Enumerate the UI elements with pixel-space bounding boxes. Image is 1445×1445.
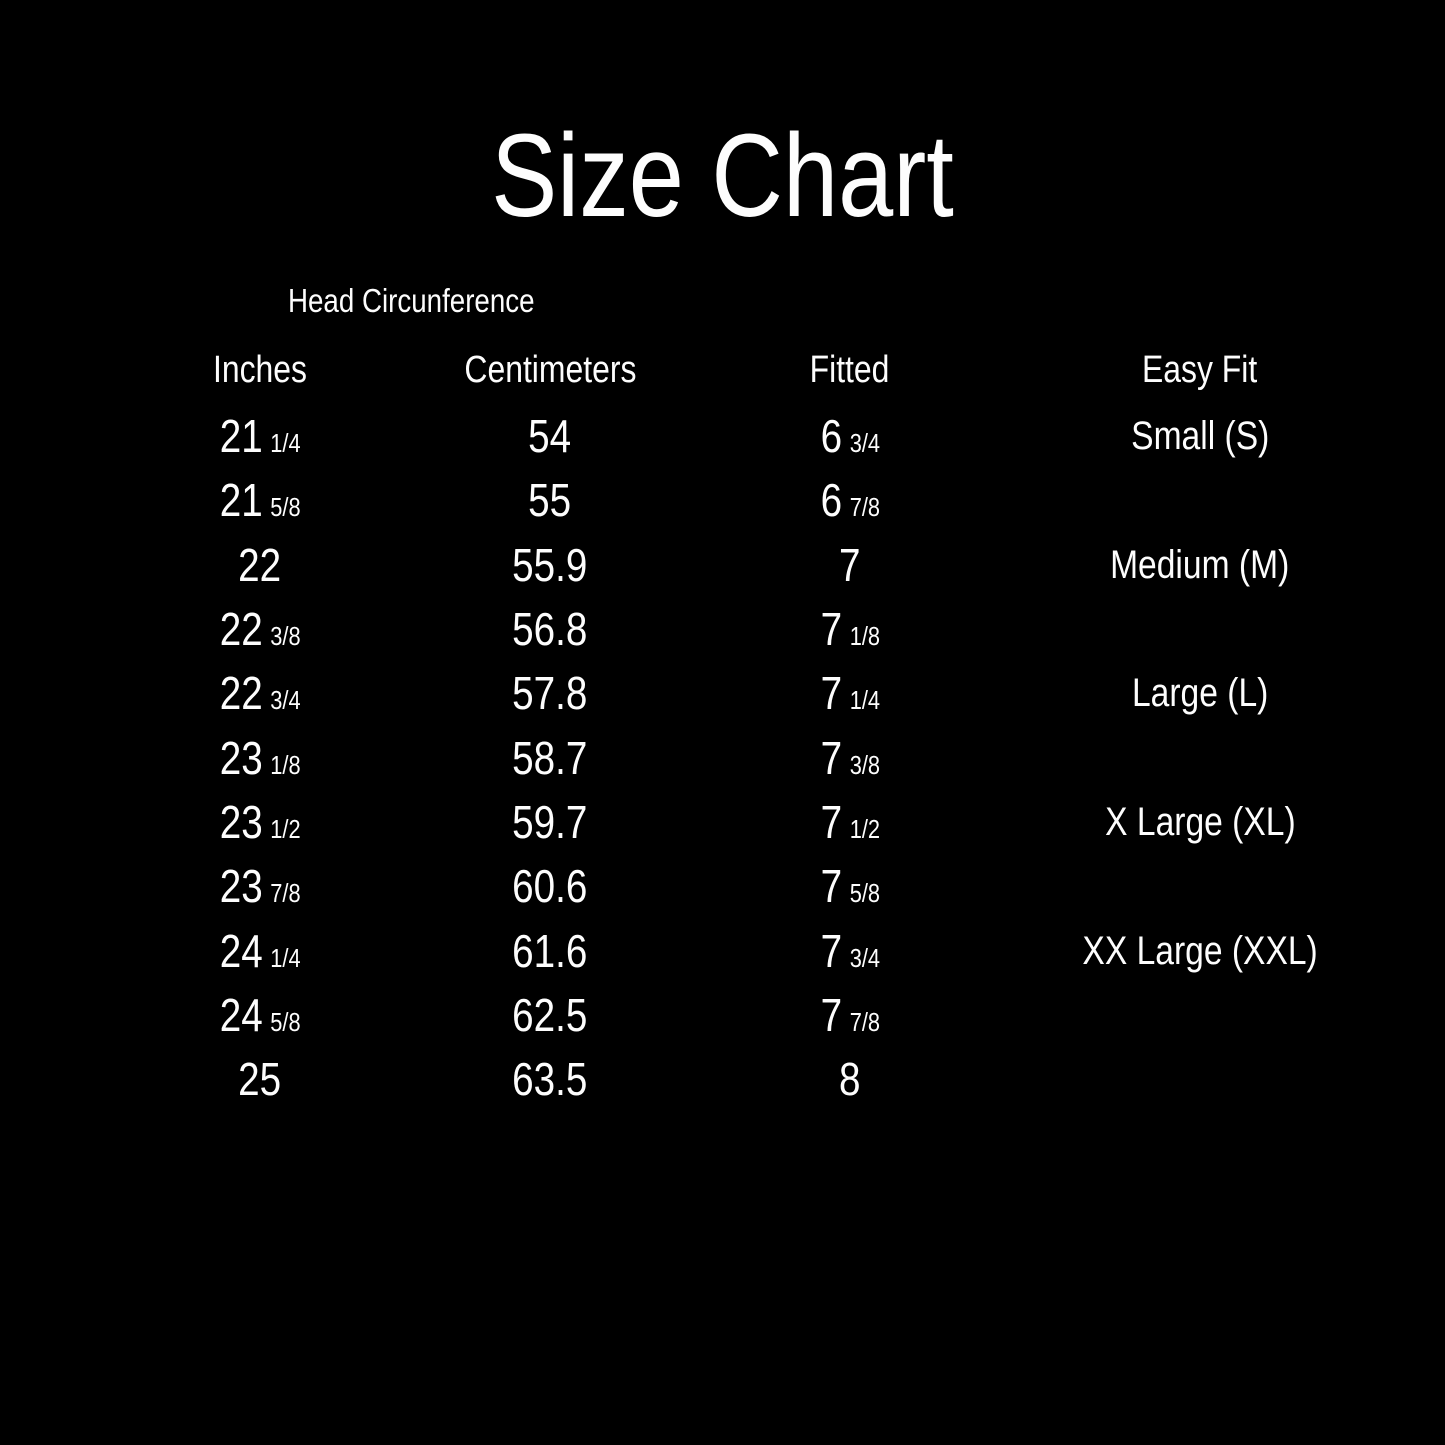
table-cell-inches <box>212 410 308 463</box>
easy-fit-value: Medium (M) <box>1110 542 1290 587</box>
centimeters-value: 60.6 <box>512 860 588 913</box>
page-title-text: Size Chart <box>491 110 954 242</box>
inches-fraction: 1/4 <box>270 942 301 973</box>
table-cell-easy-fit <box>1087 799 1314 844</box>
inches-value <box>219 924 301 977</box>
column-header-fitted <box>802 351 897 389</box>
table-cell-easy-fit <box>1118 414 1282 459</box>
column-header-fitted-label: Fitted <box>810 349 890 391</box>
table-cell-fitted <box>837 1053 863 1106</box>
table-cell-fitted <box>815 795 886 848</box>
table-cell-inches <box>212 731 308 784</box>
fitted-whole: 7 <box>820 731 842 784</box>
table-cell-centimeters <box>505 860 595 913</box>
centimeters-value: 57.8 <box>512 667 588 720</box>
fitted-value <box>820 667 880 720</box>
table-cell-centimeters <box>505 538 595 591</box>
table-cell-inches <box>212 795 308 848</box>
table-cell-easy-fit <box>1093 542 1306 587</box>
fitted-whole: 7 <box>820 603 842 656</box>
inches-fraction: 3/4 <box>270 685 301 716</box>
inches-value <box>219 731 301 784</box>
fitted-fraction: 7/8 <box>849 1006 880 1037</box>
fitted-value <box>820 410 880 463</box>
inches-value <box>238 538 282 591</box>
inches-fraction: 1/4 <box>270 428 301 459</box>
fitted-whole: 7 <box>820 924 842 977</box>
table-cell-inches <box>212 667 308 720</box>
table-cell-inches <box>234 1053 285 1106</box>
centimeters-value: 62.5 <box>512 988 588 1041</box>
subtitle-text: Head Circunference <box>288 282 535 319</box>
easy-fit-value: Small (S) <box>1130 414 1270 459</box>
table-cell-centimeters <box>524 474 575 527</box>
inches-value <box>219 474 301 527</box>
inches-value <box>219 603 301 656</box>
table-cell-centimeters <box>505 795 595 848</box>
fitted-whole: 7 <box>820 860 842 913</box>
fitted-value <box>820 924 880 977</box>
table-cell-centimeters <box>505 603 595 656</box>
table-cell-fitted <box>837 538 863 591</box>
inches-value <box>219 860 301 913</box>
column-header-inches-label: Inches <box>212 349 308 391</box>
table-cell-inches <box>212 603 308 656</box>
column-header-centimeters <box>448 351 653 389</box>
table-cell-centimeters <box>505 731 595 784</box>
fitted-fraction: 3/8 <box>849 749 880 780</box>
inches-fraction: 1/2 <box>270 813 301 844</box>
easy-fit-value: Large (L) <box>1131 671 1269 716</box>
easy-fit-value: XX Large (XXL) <box>1082 928 1318 973</box>
inches-whole: 23 <box>219 731 263 784</box>
table-cell-inches <box>212 924 308 977</box>
table-cell-centimeters <box>505 988 595 1041</box>
inches-fraction: 7/8 <box>270 878 301 909</box>
inches-whole: 24 <box>219 924 263 977</box>
table-cell-easy-fit <box>1060 928 1340 973</box>
table-cell-fitted <box>815 860 886 913</box>
fitted-whole: 8 <box>839 1053 861 1106</box>
column-header-easy-fit-label: Easy Fit <box>1142 349 1258 391</box>
inches-whole: 24 <box>219 988 263 1041</box>
table-cell-fitted <box>815 474 886 527</box>
column-header-inches <box>204 351 316 389</box>
fitted-whole: 7 <box>820 795 842 848</box>
table-cell-inches <box>234 538 285 591</box>
fitted-value <box>839 538 861 591</box>
table-cell-centimeters <box>524 410 575 463</box>
centimeters-value: 63.5 <box>512 1053 588 1106</box>
inches-whole: 22 <box>219 603 263 656</box>
inches-fraction: 3/8 <box>270 621 301 652</box>
centimeters-value: 54 <box>528 410 572 463</box>
fitted-fraction: 7/8 <box>849 492 880 523</box>
centimeters-value: 55 <box>528 474 572 527</box>
table-cell-fitted <box>815 924 886 977</box>
fitted-value <box>839 1053 861 1106</box>
easy-fit-value: X Large (XL) <box>1104 799 1296 844</box>
table-cell-centimeters <box>505 924 595 977</box>
fitted-whole: 6 <box>820 410 842 463</box>
subtitle-head-circumference <box>288 283 582 319</box>
fitted-value <box>820 603 880 656</box>
fitted-whole: 7 <box>839 538 861 591</box>
size-table <box>130 336 1410 1111</box>
inches-fraction: 5/8 <box>270 492 301 523</box>
inches-whole: 25 <box>238 1053 282 1106</box>
inches-whole: 23 <box>219 795 263 848</box>
inches-fraction: 1/8 <box>270 749 301 780</box>
inches-value <box>238 1053 282 1106</box>
table-cell-fitted <box>815 731 886 784</box>
fitted-fraction: 1/4 <box>849 685 880 716</box>
centimeters-value: 61.6 <box>512 924 588 977</box>
table-cell-fitted <box>815 988 886 1041</box>
table-cell-inches <box>212 860 308 913</box>
fitted-value <box>820 988 880 1041</box>
inches-whole: 21 <box>219 474 263 527</box>
fitted-whole: 7 <box>820 667 842 720</box>
centimeters-value: 56.8 <box>512 603 588 656</box>
inches-value <box>219 667 301 720</box>
inches-value <box>219 988 301 1041</box>
table-cell-inches <box>212 474 308 527</box>
fitted-value <box>820 795 880 848</box>
fitted-fraction: 1/2 <box>849 813 880 844</box>
inches-whole: 21 <box>219 410 263 463</box>
table-cell-easy-fit <box>1119 671 1281 716</box>
page-title <box>0 112 1445 242</box>
fitted-value <box>820 731 880 784</box>
inches-fraction: 5/8 <box>270 1006 301 1037</box>
fitted-whole: 6 <box>820 474 842 527</box>
fitted-fraction: 1/8 <box>849 621 880 652</box>
table-cell-fitted <box>815 667 886 720</box>
column-header-centimeters-label: Centimeters <box>463 349 637 391</box>
fitted-fraction: 5/8 <box>849 878 880 909</box>
inches-whole: 22 <box>219 667 263 720</box>
fitted-fraction: 3/4 <box>849 942 880 973</box>
centimeters-value: 59.7 <box>512 795 588 848</box>
centimeters-value: 55.9 <box>512 538 588 591</box>
table-cell-centimeters <box>505 1053 595 1106</box>
fitted-value <box>820 474 880 527</box>
inches-whole: 22 <box>238 538 282 591</box>
inches-whole: 23 <box>219 860 263 913</box>
centimeters-value: 58.7 <box>512 731 588 784</box>
fitted-whole: 7 <box>820 988 842 1041</box>
table-cell-fitted <box>815 410 886 463</box>
table-cell-centimeters <box>505 667 595 720</box>
column-header-easy-fit <box>1131 351 1268 389</box>
inches-value <box>219 795 301 848</box>
fitted-fraction: 3/4 <box>849 428 880 459</box>
table-cell-inches <box>212 988 308 1041</box>
inches-value <box>219 410 301 463</box>
table-cell-fitted <box>815 603 886 656</box>
fitted-value <box>820 860 880 913</box>
